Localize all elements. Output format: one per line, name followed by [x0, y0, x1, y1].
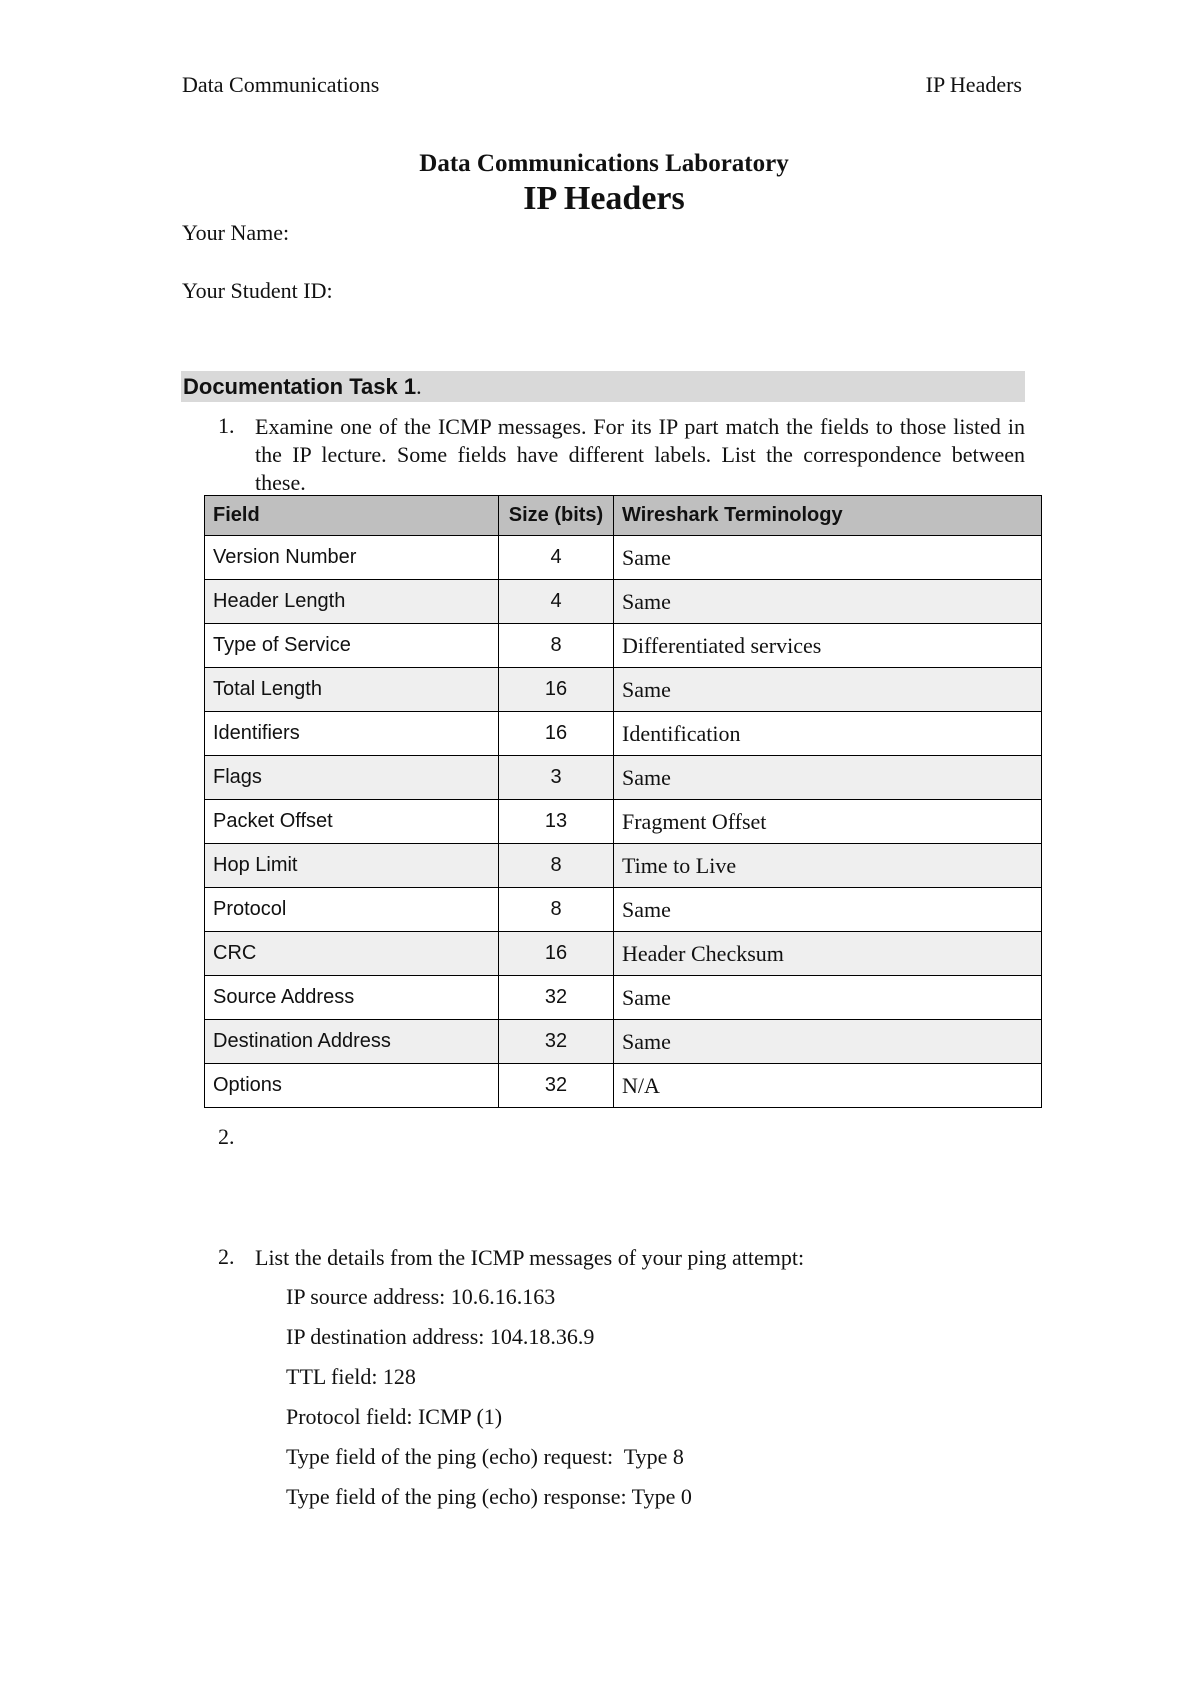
size-cell: 4 [499, 536, 614, 580]
field-cell: Packet Offset [205, 800, 499, 844]
field-cell: Options [205, 1064, 499, 1108]
task-label: Documentation Task 1 [183, 374, 417, 399]
terminology-cell: Same [614, 756, 1042, 800]
terminology-cell: Same [614, 536, 1042, 580]
size-cell: 3 [499, 756, 614, 800]
table-row [205, 800, 1042, 844]
table-row [205, 1064, 1042, 1108]
field-cell: Version Number [205, 536, 499, 580]
detail-request-type: Type field of the ping (echo) request: Type 8 [286, 1444, 684, 1469]
terminology-cell: Same [614, 1020, 1042, 1064]
field-cell: Type of Service [205, 624, 499, 668]
terminology-cell: N/A [614, 1064, 1042, 1108]
ip-fields-table [204, 495, 1042, 1108]
table-row [205, 668, 1042, 712]
terminology-cell: Same [614, 888, 1042, 932]
question-1-number: 1. [218, 413, 235, 438]
detail-response-type: Type field of the ping (echo) response: Type 0 [286, 1484, 692, 1509]
table-row [205, 1020, 1042, 1064]
terminology-cell: Fragment Offset [614, 800, 1042, 844]
terminology-cell: Time to Live [614, 844, 1042, 888]
size-cell: 32 [499, 976, 614, 1020]
terminology-cell: Same [614, 580, 1042, 624]
size-cell: 8 [499, 844, 614, 888]
column-header-field: Field [205, 496, 499, 536]
column-header-terminology: Wireshark Terminology [614, 496, 1042, 536]
size-cell: 13 [499, 800, 614, 844]
terminology-cell: Identification [614, 712, 1042, 756]
field-cell: Identifiers [205, 712, 499, 756]
detail-destination-address: IP destination address: 104.18.36.9 [286, 1324, 595, 1349]
student-id-label: Your Student ID: [182, 278, 333, 303]
column-header-size: Size (bits) [499, 496, 614, 536]
detail-ttl: TTL field: 128 [286, 1364, 416, 1389]
document-subtitle: Data Communications Laboratory [419, 150, 789, 177]
document-title: IP Headers [523, 180, 685, 217]
table-row [205, 756, 1042, 800]
field-cell: Total Length [205, 668, 499, 712]
empty-list-item: 2. [218, 1124, 235, 1149]
table-row [205, 976, 1042, 1020]
terminology-cell: Differentiated services [614, 624, 1042, 668]
running-header-left: Data Communications [182, 72, 380, 97]
table-row [205, 844, 1042, 888]
size-cell: 16 [499, 932, 614, 976]
terminology-cell: Header Checksum [614, 932, 1042, 976]
task-heading-text [183, 374, 422, 400]
table-row [205, 932, 1042, 976]
question-2-text: List the details from the ICMP messages of your ping attempt: [255, 1245, 805, 1270]
field-cell: Destination Address [205, 1020, 499, 1064]
detail-protocol: Protocol field: ICMP (1) [286, 1404, 503, 1429]
size-cell: 16 [499, 712, 614, 756]
table-row [205, 624, 1042, 668]
table-row [205, 536, 1042, 580]
size-cell: 32 [499, 1020, 614, 1064]
table-row [205, 580, 1042, 624]
field-cell: Protocol [205, 888, 499, 932]
task-suffix: . [416, 374, 422, 399]
table-row [205, 712, 1042, 756]
detail-source-address: IP source address: 10.6.16.163 [286, 1284, 556, 1309]
table-row [205, 888, 1042, 932]
task-heading [181, 371, 1025, 402]
size-cell: 32 [499, 1064, 614, 1108]
terminology-cell: Same [614, 976, 1042, 1020]
terminology-cell: Same [614, 668, 1042, 712]
field-cell: CRC [205, 932, 499, 976]
field-cell: Hop Limit [205, 844, 499, 888]
field-cell: Header Length [205, 580, 499, 624]
name-label: Your Name: [182, 220, 290, 245]
question-2-number: 2. [218, 1244, 235, 1269]
size-cell: 8 [499, 624, 614, 668]
size-cell: 4 [499, 580, 614, 624]
table-header-row [205, 496, 1042, 536]
field-cell: Source Address [205, 976, 499, 1020]
question-1-text: Examine one of the ICMP messages. For its IP part match the fields to those listed in the IP lecture. Some fields have different labels. List the correspondence between these. [255, 414, 1025, 495]
field-cell: Flags [205, 756, 499, 800]
size-cell: 16 [499, 668, 614, 712]
size-cell: 8 [499, 888, 614, 932]
running-header-right: IP Headers [925, 72, 1022, 97]
